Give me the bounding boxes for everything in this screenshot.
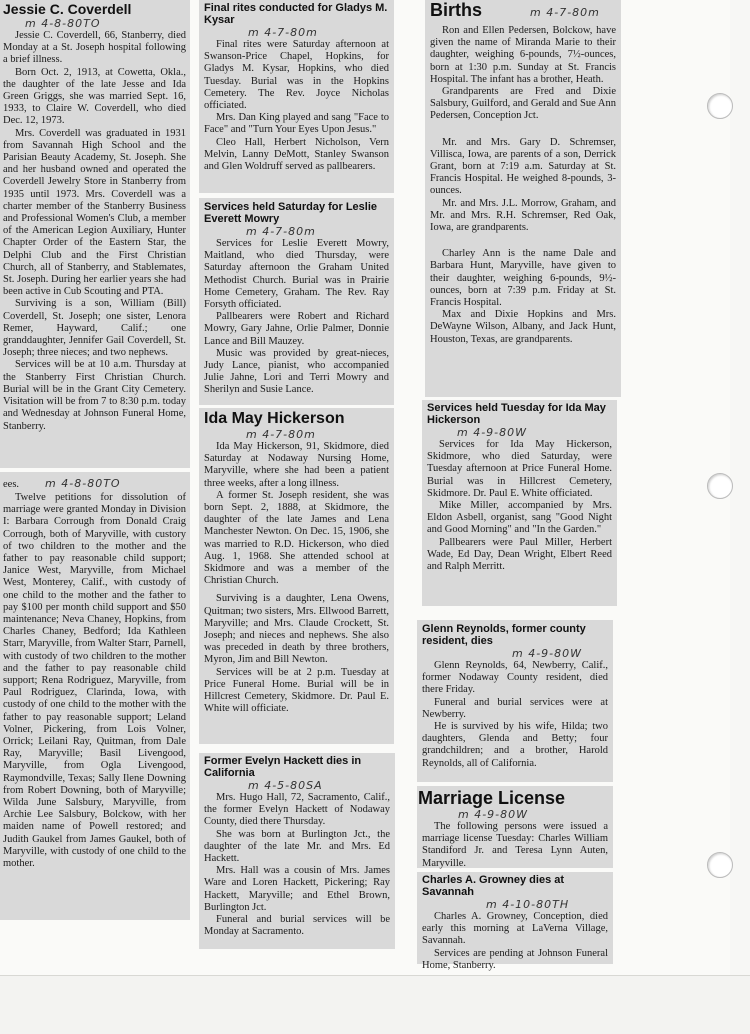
- paragraph: Mrs. Dan King played and sang "Face to Face" and "Turn Your Eyes Upon Jesus.": [204, 112, 389, 136]
- handwritten-date: m 4-5-80SA: [248, 779, 323, 792]
- handwritten-date: m 4-8-80TO: [25, 17, 101, 30]
- paragraph: Surviving is a daughter, Lena Owens, Quitman; two sisters, Mrs. Ellwood Barrett, Maryville; and Mrs. Claude Crockett, St. Joseph; and nieces and nephews. She also was preceded in death by three brothers, Myron, Jim and Bill Newton.: [204, 593, 389, 666]
- kysar-clipping: [199, 0, 394, 193]
- handwritten-date: m 4-7-80m: [246, 428, 316, 441]
- paragraph: Max and Dixie Hopkins and Mrs. DeWayne Wilson, Albany, and Jack Hunt, Houston, Texas, are grandparents.: [430, 309, 616, 345]
- paragraph: Mrs. Coverdell was graduated in 1931 from Savannah High School and the Parisian Beauty Academy, St. Joseph. She and her husband owned and operated the Coverdell Jewelry Store in Stanberry from 1935 until 1973. Mrs. Coverdell was a charter member of the Stanberry Business and Professional Women's Club, a member of the American Legion Auxiliary, Hunter Chapter Order of the Eastern Star, the Delphi Club and the First Christian Church, all of Stanberry, and Stablemates, St. Joseph. During her earlier years she had been active in Cub Scouting and PTA.: [3, 127, 186, 298]
- clipping-headline: Charles A. Growney dies at Savannah: [422, 874, 565, 898]
- handwritten-date: m 4-7-80m: [248, 26, 318, 39]
- paragraph: Final rites were Saturday afternoon at Swanson-Price Chapel, Hopkins, for Gladys M. Kysar, Hopkins, who died Tuesday. Burial was in the Hopkins Cemetery. The Rev. Joyce Nicholas officiated.: [204, 39, 389, 112]
- binder-hole: [707, 93, 733, 119]
- paragraph: Mike Miller, accompanied by Mrs. Eldon Asbell, organist, sang "Good Night and Good Morning" and "In the Garden.": [427, 500, 612, 536]
- reynolds-clipping: [417, 620, 613, 782]
- clipping-body: [422, 660, 608, 770]
- paragraph: Music was provided by great-nieces, Judy Lance, pianist, who accompanied Julie Jahne, Lori and Terri Mowry and Sherilyn and Susie Lance.: [204, 347, 389, 396]
- hickerson-services-clipping: [422, 400, 617, 606]
- clipping-headline: Births: [430, 0, 483, 20]
- paragraph: Services for Ida May Hickerson, Skidmore, who died Saturday, were Tuesday afternoon at Price Funeral Home. Burial was in Hillcrest Cemetery, Skidmore. Dr. Paul E. White officiated.: [427, 439, 612, 499]
- paragraph: Grandparents are Fred and Dixie Salsbury, Guilford, and Gerald and Sue Ann Pedersen, Conception Jct.: [430, 86, 616, 122]
- paragraph: Cleo Hall, Herbert Nicholson, Vern Melvin, Lanny DeMott, Stanley Swanson and Glen Woldruff served as pallbearers.: [204, 136, 389, 173]
- hickerson-obituary-clipping: [199, 408, 394, 744]
- paragraph: Pallbearers were Paul Miller, Herbert Wade, Ed Day, Dean Wright, Elbert Reed and Ralph Merritt.: [427, 536, 612, 573]
- mowry-clipping: [199, 198, 394, 405]
- paragraph: Mr. and Mrs. J.L. Morrow, Graham, and Mr. and Mrs. R.H. Schremser, Red Oak, Iowa, are grandparents.: [430, 197, 616, 234]
- paragraph: Twelve petitions for dissolution of marriage were granted Monday in Division I: Barbara Corrough from Donald Craig Corrough, both of Maryville, with custory of two children to the mother and the father to pay reasonable child support; Janice West, Maryville, from Michael West, Monterey, Calif., with custody of one child to the mother and the father to pay $100 per month child support and $50 maintenance; Neva Chaney, Hopkins, from Charles Chaney, Bedford; Ida Kathleen Starr, Maryville, from Walter Starr, Parnell, with custody of two children to the mother and the father to pay reasonable child support; Rena Rodriguez, Maryville, from Paul Rodriguez, Clarinda, Iowa, with custody of one child to the mother with the father to pay reasonable support; Leland Volner, Pickering, from Lois Volner, Orrick; Leilani Ray, Quitman, from Dale Ray, Maryville; Basil Livengood, Maryville, from Ogla Livengood, Raymondville, Texas; Sally Ilene Downing from Robert Downing, both of Maryville; Wilda June Salsbury, Maryville, from Archie Lee Salsbury, Bolckow, with her maiden name of Powell restored; and Judith Gaukel from James Gaukel, both of Maryville, with custody of one child to the mother.: [3, 492, 186, 870]
- paragraph: Charles A. Growney, Conception, died early this morning at LaVerna Village, Savannah.: [422, 911, 608, 947]
- paragraph: Funeral and burial services will be Monday at Sacramento.: [204, 914, 390, 938]
- clipping-body: [427, 439, 612, 573]
- clipping-headline: Glenn Reynolds, former county resident, dies: [422, 623, 586, 647]
- dissolution-clipping: [0, 472, 190, 920]
- paragraph: Surviving is a son, William (Bill) Coverdell, St. Joseph; one sister, Lenora Remer, Hayward, Calif.; one granddaughter, Jennifer Gail Coverdell, St. Joseph; three nieces; and two nephews.: [3, 298, 186, 359]
- handwritten-date: m 4-9-80W: [458, 808, 529, 821]
- paragraph: Pallbearers were Robert and Richard Mowry, Gary Jahne, Orlie Palmer, Donnie Lance and Bill Mauzey.: [204, 311, 389, 347]
- paragraph: A former St. Joseph resident, she was born Sept. 2, 1888, at Skidmore, the daughter of the late James and Lena Manchester Newton. On Dec. 15, 1906, she was married to R.D. Hickerson, who died Aug. 1, 1968. She attended school at Skidmore and was a member of the Christian Church.: [204, 489, 389, 587]
- clipping-headline: Services held Tuesday for Ida May Hickerson: [427, 402, 606, 426]
- paragraph: Born Oct. 2, 1913, at Cowetta, Okla., the daughter of the late Jesse and Ida Green Griggs, she was married Sept. 16, 1933, to Claire W. Coverdell, who died Dec. 12, 1973.: [3, 66, 186, 127]
- handwritten-date: m 4-7-80m: [246, 225, 316, 238]
- handwritten-date: m 4-8-80TO: [45, 477, 121, 490]
- paragraph: Glenn Reynolds, 64, Newberry, Calif., former Nodaway County resident, died there Friday.: [422, 660, 608, 696]
- clipping-header-line: [430, 0, 616, 21]
- clipping-header-line: [3, 474, 186, 492]
- paragraph: Mrs. Hugo Hall, 72, Sacramento, Calif., the former Evelyn Hackett of Nodaway County, died there Thursday.: [204, 792, 390, 828]
- binder-hole: [707, 473, 733, 499]
- clipping-body: [204, 238, 389, 397]
- paragraph: Mr. and Mrs. Gary D. Schremser, Villisca, Iowa, are parents of a son, Derrick Grant, born at 7:19 a.m. Saturday at St. Francis Hospital. He weighed 8-pounds, 3-ounces.: [430, 136, 616, 197]
- handwritten-date: m 4-9-80W: [457, 426, 528, 439]
- paragraph: Services will be at 10 a.m. Thursday at the Stanberry First Christian Church. Burial will be in the Grant City Cemetery. Visitation will be from 7 to 8:30 p.m. today and Wednesday at Johnson Funeral Home, Stanberry.: [3, 359, 186, 432]
- scanner-background: [0, 975, 750, 1034]
- paragraph: Services are pending at Johnson Funeral Home, Stanberry.: [422, 947, 608, 971]
- growney-clipping: [417, 872, 613, 971]
- paragraph: Services for Leslie Everett Mowry, Maitland, who died Thursday, were Saturday afternoon the Graham United Methodist Church. Burial was in Prairie Home Cemetery, Graham. The Rev. Ray Forsyth officiated.: [204, 238, 389, 311]
- clipping-fragment: ees.: [3, 479, 20, 490]
- handwritten-date: m 4-9-80W: [512, 647, 583, 660]
- clipping-headline: Final rites conducted for Gladys M. Kysar: [204, 2, 388, 26]
- births-clipping: [425, 0, 621, 397]
- paragraph: Ron and Ellen Pedersen, Bolckow, have given the name of Miranda Marie to their daughter, weighing 6-pounds, 7½-ounces, born at 1:30 p.m. Sunday at St. Francis Hospital. The infant has a brother, Heath.: [430, 25, 616, 85]
- clipping-headline: Former Evelyn Hackett dies in California: [204, 755, 362, 779]
- clipping-body: [430, 25, 616, 346]
- clipping-headline: Jessie C. Coverdell: [3, 1, 132, 17]
- marriage-license-clipping: [417, 786, 613, 868]
- handwritten-date: m 4-7-80m: [530, 6, 600, 19]
- clipping-body: [3, 492, 186, 870]
- clipping-body: [204, 39, 389, 173]
- clipping-body: [204, 792, 390, 938]
- clipping-headline: Marriage License: [418, 788, 566, 808]
- paragraph: He is survived by his wife, Hilda; two daughters, Glenda and Betty; four grandchildren; and a brother, Harold Reynolds, all of California.: [422, 721, 608, 769]
- paragraph: Jessie C. Coverdell, 66, Stanberry, died Monday at a St. Joseph hospital following a brief illness.: [3, 30, 186, 66]
- paragraph: The following persons were issued a marriage license Tuesday: Charles William Standiford Jr. and Teresa Lynn Auten, Maryville.: [422, 821, 608, 869]
- coverdell-clipping: [0, 0, 190, 468]
- paragraph: Mrs. Hall was a cousin of Mrs. James Ware and Loren Hackett, Pickering; Ray Hackett, Maryville; and Ethel Brown, Burlington Jct.: [204, 865, 390, 913]
- clipping-body: [422, 911, 608, 972]
- clipping-body: [418, 821, 608, 870]
- paragraph: Funeral and burial services were at Newberry.: [422, 696, 608, 720]
- paragraph: Ida May Hickerson, 91, Skidmore, died Saturday at Nodaway Nursing Home, Maryville, where she had been a patient three weeks, after a long illness.: [204, 441, 389, 489]
- paragraph: She was born at Burlington Jct., the daughter of the late Mr. and Mrs. Ed Hackett.: [204, 828, 390, 865]
- binder-hole: [707, 852, 733, 878]
- handwritten-date: m 4-10-80TH: [486, 898, 570, 911]
- clipping-body: [204, 441, 389, 715]
- hall-clipping: [199, 753, 395, 949]
- clipping-headline: Ida May Hickerson: [204, 410, 345, 427]
- paragraph: Charley Ann is the name Dale and Barbara Hunt, Maryville, have given to their daughter, weighing 6-pounds, 9½-ounces, born at 7:39 p.m. Friday at St. Francis Hospital.: [430, 248, 616, 309]
- clipping-body: [3, 30, 186, 433]
- paragraph: Services will be at 2 p.m. Tuesday at Price Funeral Home. Burial will be in Hillcrest Cemetery, Skidmore. Dr. Paul E. White will officiate.: [204, 666, 389, 715]
- clipping-headline: Services held Saturday for Leslie Everett Mowry: [204, 201, 378, 225]
